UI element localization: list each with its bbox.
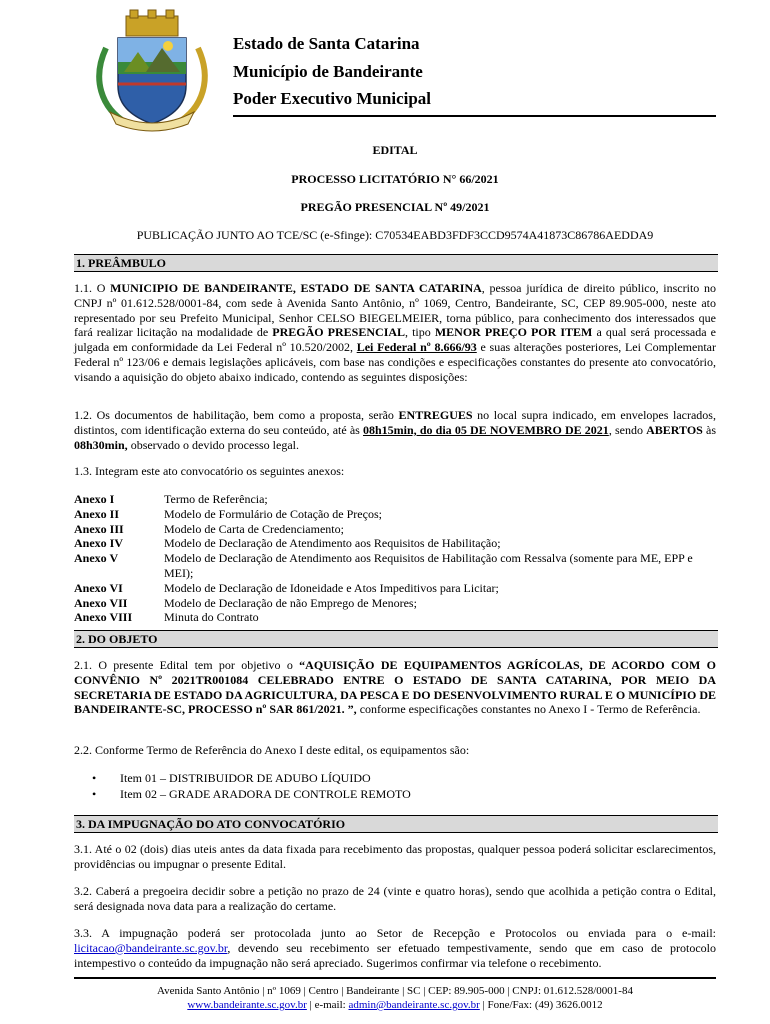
text: | Fone/Fax: (49) 3626.0012 xyxy=(479,999,603,1011)
municipal-coat-of-arms xyxy=(88,8,216,133)
annex-row xyxy=(74,581,716,596)
annex-key: Anexo VI xyxy=(74,580,123,595)
text: no local supra indicado, em envelopes lacrados, distintos, com identificação externa do seu conteúdo, até às xyxy=(74,408,716,437)
text: , pessoa jurídica de direito público, inscrito no CNPJ nº 01.612.528/0001-84, com sede à Avenida Santo Antônio, nº 1069, Centro, Bandeirante, SC, CEP 89.905-000, neste ato representado por seu Prefeito Municipal, Senhor CELSO BIEGELMEIER, torna público, para conhecimento dos interessados que fará realizar licitação na modalidade de xyxy=(74,281,716,340)
annex-key: Anexo V xyxy=(74,551,119,566)
text: , devendo seu recebimento ser efetuado tempestivamente, sendo que em caso de protocolo intempestivo o conteúdo da impugnação não será apreciado. Sugerimos confirmar via telefone o recebimento. xyxy=(74,940,716,970)
impugnacao-email-link[interactable]: licitacao@bandeirante.sc.gov.br xyxy=(74,940,228,955)
text: conforme especificações constantes no Anexo I - Termo de Referência. xyxy=(356,702,701,717)
list-item-text: Item 02 – GRADE ARADORA DE CONTROLE REMOTO xyxy=(120,786,411,801)
footer-contact xyxy=(74,999,716,1013)
annex-value: Modelo de Formulário de Cotação de Preços; xyxy=(164,506,382,521)
annex-row xyxy=(74,551,716,581)
annex-row xyxy=(74,610,716,625)
text: 1.2. Os documentos de habilitação, bem como a proposta, serão xyxy=(74,408,399,422)
header-municipality: Município de Bandeirante xyxy=(233,61,423,81)
text-bold-underline: 08h15min, do dia 05 DE NOVEMBRO DE 2021 xyxy=(363,422,609,437)
text-bold: PREGÃO PRESENCIAL xyxy=(272,325,406,340)
annex-row xyxy=(74,536,716,551)
bullet-icon: • xyxy=(92,786,97,801)
annex-key: Anexo VII xyxy=(74,595,128,610)
footer-divider xyxy=(74,977,716,979)
annex-key: Anexo III xyxy=(74,521,124,536)
text: , sendo xyxy=(608,422,647,437)
text-bold: MENOR PREÇO POR ITEM xyxy=(434,325,593,340)
section-heading-impugnacao: 3. DA IMPUGNAÇÃO DO ATO CONVOCATÓRIO xyxy=(74,815,718,833)
paragraph-2-2: 2.2. Conforme Termo de Referência do Anexo I deste edital, os equipamentos são: xyxy=(74,743,470,757)
annex-value: Modelo de Declaração de Idoneidade e Atos Impeditivos para Licitar; xyxy=(164,580,499,595)
annex-key: Anexo VIII xyxy=(74,610,133,625)
annex-value: Modelo de Declaração de Atendimento aos Requisitos de Habilitação com Ressalva (somente para ME, EPP e MEI); xyxy=(164,551,693,580)
header-state: Estado de Santa Catarina xyxy=(233,34,420,53)
section-heading-preambulo: 1. PREÂMBULO xyxy=(74,254,718,272)
paragraph-3-3 xyxy=(74,926,716,970)
admin-email-link[interactable]: admin@bandeirante.sc.gov.br xyxy=(348,999,480,1011)
paragraph-3-2: 3.2. Caberá a pregoeira decidir sobre a petição no prazo de 24 (vinte e quatro horas), sendo que acolhida a petição contra o Edital, será designada nova data para a realização do certame. xyxy=(74,884,716,913)
text: a qual será processada e julgada em conformidade da Lei Federal nº 10.520/2002, xyxy=(74,325,716,355)
annex-row xyxy=(74,596,716,611)
paragraph-3-1: 3.1. Até o 02 (dois) dias uteis antes da data fixada para recebimento das propostas, qualquer pessoa poderá solicitar esclarecimentos, providências ou impugnar o presente Edital. xyxy=(74,842,716,871)
paragraph-1-1 xyxy=(74,281,716,385)
header-title-block xyxy=(233,30,431,113)
text-bold: ENTREGUES xyxy=(398,408,473,422)
annex-value: Modelo de Carta de Credenciamento; xyxy=(164,521,344,536)
text: , tipo xyxy=(405,325,435,340)
annex-key: Anexo II xyxy=(74,506,120,521)
annex-value: Modelo de Declaração de Atendimento aos Requisitos de Habilitação; xyxy=(164,536,501,551)
list-item-text: Item 01 – DISTRIBUIDOR DE ADUBO LÍQUIDO xyxy=(120,771,371,785)
header-divider xyxy=(233,115,716,117)
paragraph-2-1 xyxy=(74,658,716,717)
pregao-title: PREGÃO PRESENCIAL Nº 49/2021 xyxy=(300,200,490,214)
annex-value: Modelo de Declaração de não Emprego de Menores; xyxy=(164,595,417,610)
footer-address: Avenida Santo Antônio | nº 1069 | Centro | Bandeirante | SC | CEP: 89.905-000 | CNPJ: 01.612.528/0001-84 xyxy=(157,985,633,997)
text-bold-underline: Lei Federal nº 8.666/93 xyxy=(356,340,477,355)
annex-value: Termo de Referência; xyxy=(164,492,268,506)
annex-value: Minuta do Contrato xyxy=(164,610,259,625)
publicacao-line: PUBLICAÇÃO JUNTO AO TCE/SC (e-Sfinge): C70534EABD3FDF3CCD9574A41873C86786AEDDA9 xyxy=(136,228,654,242)
annex-key: Anexo IV xyxy=(74,536,124,551)
text: observado o devido processo legal. xyxy=(127,437,299,452)
annex-row xyxy=(74,522,716,537)
text-bold: 08h30min, xyxy=(74,437,128,452)
annex-row xyxy=(74,492,716,507)
text: 3.3. A impugnação poderá ser protocolada junto ao Setor de Recepção e Protocolos ou enviada para o e-mail: xyxy=(74,926,716,940)
processo-title: PROCESSO LICITATÓRIO N° 66/2021 xyxy=(291,172,499,186)
list-item xyxy=(92,787,411,803)
website-link[interactable]: www.bandeirante.sc.gov.br xyxy=(187,999,307,1011)
header-executive: Poder Executivo Municipal xyxy=(233,89,432,108)
text: 2.1. O presente Edital tem por objetivo o xyxy=(74,658,300,672)
list-item xyxy=(92,771,411,787)
equipment-list xyxy=(92,771,411,802)
text-bold: ABERTOS xyxy=(646,422,703,437)
paragraph-1-3: 1.3. Integram este ato convocatório os seguintes anexos: xyxy=(74,464,345,478)
text: | e-mail: xyxy=(306,999,349,1011)
text-bold: “AQUISIÇÃO DE EQUIPAMENTOS AGRÍCOLAS, DE ACORDO COM O CONVÊNIO Nº 2021TR001084 CELEBRADO ENTRE O ESTADO DE SANTA CATARINA, POR MEIO DA SECRETARIA DE ESTADO DA AGRICULTURA, DA PESCA E DO DESENVOLVIMENTO RURAL E O MUNICÍPIO DE BANDEIRANTE-SC, PROCESSO nº SAR 861/2021. ”, xyxy=(74,658,716,717)
annex-row xyxy=(74,507,716,522)
annex-list xyxy=(74,492,716,625)
bullet-icon: • xyxy=(92,771,97,785)
annex-key: Anexo I xyxy=(74,492,115,506)
section-heading-objeto: 2. DO OBJETO xyxy=(74,630,718,648)
text: e suas alterações posteriores, Lei Complementar Federal nº 123/06 e demais legislações aplicáveis, com base nas condições e especificações constantes do presente ato convocatório, visando a aquisição do objeto abaixo indicado, contendo as seguintes disposições: xyxy=(74,340,716,384)
text: 1.1. O xyxy=(74,281,111,295)
text-bold: MUNICIPIO DE BANDEIRANTE, ESTADO DE SANTA CATARINA xyxy=(110,281,482,295)
paragraph-1-2 xyxy=(74,408,716,452)
edital-title: EDITAL xyxy=(372,143,418,157)
text: às xyxy=(702,422,716,437)
